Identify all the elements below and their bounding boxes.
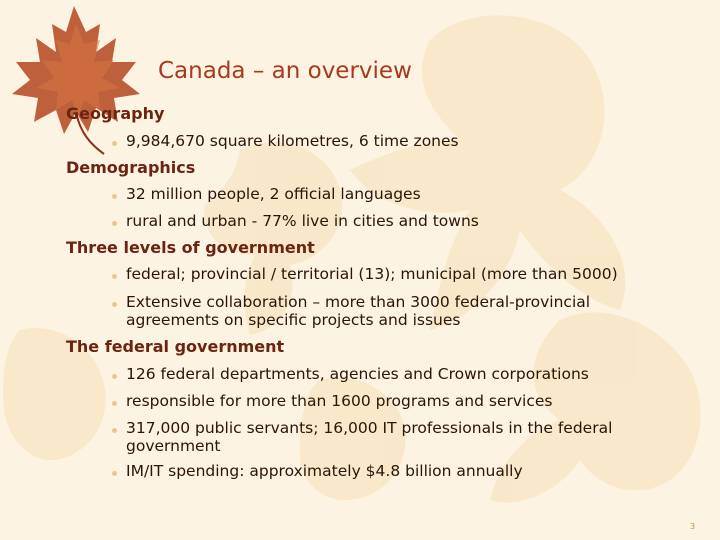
- bullet-dot-icon: [112, 302, 117, 307]
- bullet-text: responsible for more than 1600 programs and services: [126, 392, 553, 410]
- section-heading-demographics: Demographics: [66, 158, 196, 177]
- bullet-text: IM/IT spending: approximately $4.8 billion annually: [126, 462, 523, 480]
- bullet-text: Extensive collaboration – more than 3000 federal-provincial agreements on specific projects and issues: [126, 293, 591, 329]
- bullet-dot-icon: [112, 471, 117, 476]
- section-heading-geography: Geography: [66, 104, 165, 123]
- bullet-text: federal; provincial / territorial (13); municipal (more than 5000): [126, 265, 618, 283]
- bullet-text: 126 federal departments, agencies and Crown corporations: [126, 365, 589, 383]
- page-number: 3: [690, 522, 696, 531]
- section-heading-federal-government: The federal government: [66, 337, 285, 356]
- bullet-dot-icon: [112, 194, 117, 199]
- slide-title: Canada – an overview: [158, 58, 412, 84]
- bullet-dot-icon: [112, 141, 117, 146]
- bullet-dot-icon: [112, 221, 117, 226]
- section-heading-levels-of-government: Three levels of government: [66, 238, 315, 257]
- bullet-text: 317,000 public servants; 16,000 IT professionals in the federal government: [126, 419, 613, 455]
- bullet-dot-icon: [112, 401, 117, 406]
- bullet-text: 32 million people, 2 official languages: [126, 185, 421, 203]
- bullet-text: 9,984,670 square kilometres, 6 time zones: [126, 132, 459, 150]
- bullet-text: rural and urban - 77% live in cities and towns: [126, 212, 479, 230]
- bullet-dot-icon: [112, 374, 117, 379]
- bullet-dot-icon: [112, 428, 117, 433]
- bullet-dot-icon: [112, 274, 117, 279]
